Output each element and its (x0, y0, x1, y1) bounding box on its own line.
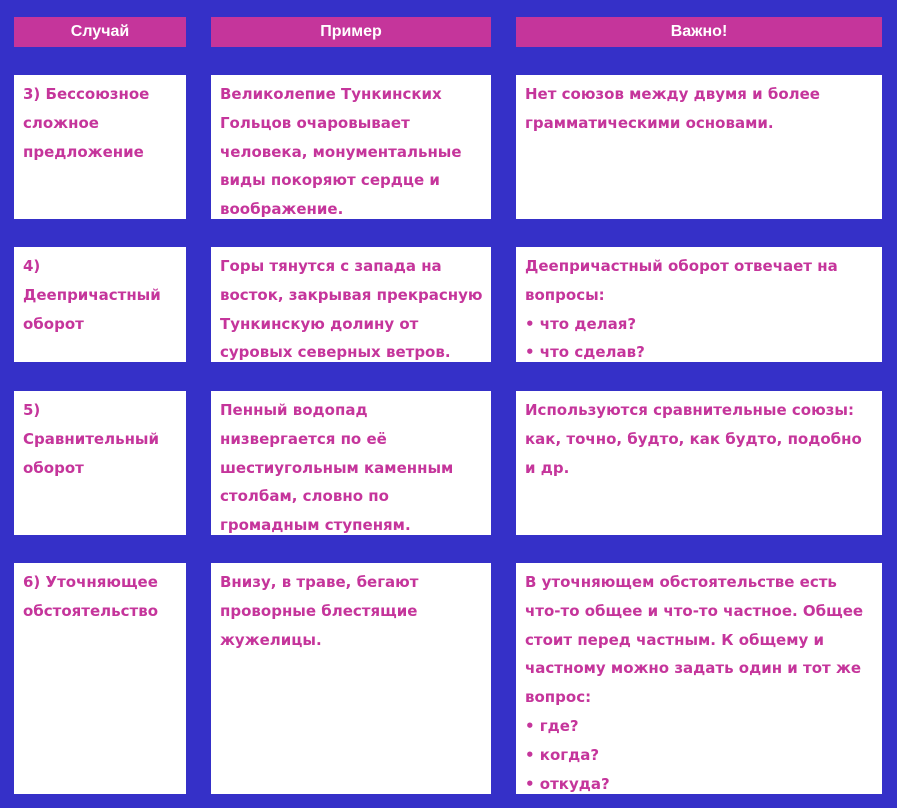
row-4-note-line: что-то общее и что-то частное. Общее (525, 601, 864, 620)
row-1-case-line: предложение (23, 142, 144, 161)
row-2-example (211, 247, 491, 362)
row-1-case-line: 3) Бессоюзное (23, 85, 150, 103)
row-2-case (14, 247, 186, 362)
row-1-example-line: человека, монументальные (220, 142, 462, 161)
row-3-case-line: оборот (23, 458, 84, 477)
row-3-note-line: как, точно, будто, как будто, подобно (525, 429, 862, 448)
row-4-example-line: проворные блестящие (220, 601, 418, 620)
row-3-case (14, 391, 186, 535)
row-2-note-line: Деепричастный оборот отвечает на (525, 257, 838, 275)
row-1-example (211, 75, 491, 219)
row-4-example-line: жужелицы. (220, 630, 322, 649)
row-4-case-line: 6) Уточняющее (23, 573, 158, 591)
row-3-example-line: шестиугольным каменным (220, 458, 454, 477)
row-2-example-line: восток, закрывая прекрасную (220, 285, 483, 304)
row-3-note-line: Используются сравнительные союзы: (525, 401, 854, 419)
header-example: Пример (211, 17, 491, 47)
row-4-note-line: В уточняющем обстоятельстве есть (525, 573, 837, 591)
row-1-example-line: Великолепие Тункинских (220, 85, 442, 103)
row-1-note-line: грамматическими основами. (525, 113, 774, 132)
header-case: Случай (14, 17, 186, 47)
row-2-note-bullet: • что делая? (525, 314, 637, 333)
row-2-example-line: суровых северных ветров. (220, 343, 451, 362)
row-3-example-line: громадным ступеням. (220, 516, 411, 535)
row-1-note-line: Нет союзов между двумя и более (525, 85, 820, 103)
row-1-example-line: Гольцов очаровывает (220, 113, 410, 132)
row-4-note-line: стоит перед частным. К общему и (525, 630, 825, 649)
row-3-case-line: Сравнительный (23, 429, 160, 448)
row-4-note (516, 563, 882, 794)
row-4-note-line: вопрос: (525, 688, 592, 707)
row-3-example-line: столбам, словно по (220, 487, 389, 506)
row-1-case-line: сложное (23, 113, 99, 132)
row-4-case-line: обстоятельство (23, 601, 159, 620)
row-1-case (14, 75, 186, 219)
row-2-note (516, 247, 882, 362)
row-3-example (211, 391, 491, 535)
row-2-case-line: Деепричастный (23, 285, 161, 304)
row-2-example-line: Тункинскую долину от (220, 314, 419, 333)
row-3-example-line: низвергается по её (220, 429, 387, 448)
row-4-note-bullet: • где? (525, 716, 579, 735)
row-4-example (211, 563, 491, 794)
row-1-note (516, 75, 882, 219)
row-3-note-line: и др. (525, 458, 570, 477)
row-4-case (14, 563, 186, 794)
row-4-example-line: Внизу, в траве, бегают (220, 573, 419, 591)
row-4-note-line: частному можно задать один и тот же (525, 659, 862, 678)
row-3-example-line: Пенный водопад (220, 401, 368, 419)
header-important: Важно! (516, 17, 882, 47)
row-4-note-bullet: • откуда? (525, 774, 610, 793)
row-3-note (516, 391, 882, 535)
row-4-note-bullet: • когда? (525, 745, 600, 764)
row-2-example-line: Горы тянутся с запада на (220, 257, 442, 275)
row-2-note-bullet: • что сделав? (525, 343, 645, 362)
row-2-note-line: вопросы: (525, 285, 605, 304)
row-1-example-line: воображение. (220, 200, 344, 219)
row-3-case-line: 5) (23, 401, 41, 419)
row-1-example-line: виды покоряют сердце и (220, 171, 440, 190)
row-2-case-line: оборот (23, 314, 84, 333)
row-2-case-line: 4) (23, 257, 41, 275)
